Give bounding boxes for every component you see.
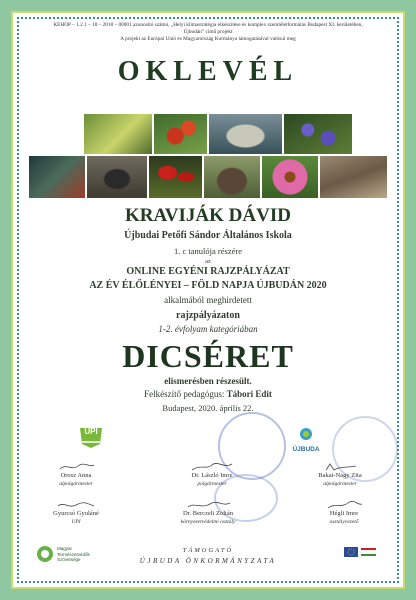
teacher-line (0, 389, 416, 399)
mtsz-logo-text: Magyar Természetvédők Szövetsége (57, 546, 90, 562)
photo-animal (203, 155, 261, 199)
signatory-title-2: polgármester (197, 481, 227, 487)
signatory-name-3: Bakai-Nagy Zita (318, 472, 362, 479)
signature-block-3 (298, 462, 382, 488)
ujbuda-logo-icon (297, 427, 315, 441)
school-name: Újbudai Petőfi Sándor Általános Iskola (124, 230, 292, 241)
supporter-label: TÁMOGATÓ (182, 547, 234, 554)
article-az: az (205, 258, 211, 265)
class-line: 1. c tanulója részére (174, 246, 242, 256)
signature-scribble-5 (156, 500, 260, 510)
ujbuda-logo (286, 427, 326, 455)
contest-type: rajzpályázaton (176, 310, 240, 321)
photo-mushrooms (148, 155, 203, 199)
signature-block-6 (302, 500, 386, 526)
signature-block-4 (30, 500, 122, 526)
photo-dragonfly (28, 155, 86, 199)
signature-block-5 (156, 500, 260, 526)
signatory-title-3: alpolgármester (323, 481, 357, 487)
photo-fish (208, 113, 283, 155)
photo-bird (86, 155, 148, 199)
project-header (30, 22, 386, 43)
ujbuda-logo-text: ÚJBUDA (292, 446, 320, 453)
recipient-name: KRAVIJÁK DÁVID (125, 205, 291, 226)
signatory-name-1: Orosz Anna (60, 472, 92, 479)
teacher-name: Tábori Edit (226, 389, 272, 399)
signature-scribble-4 (30, 500, 122, 510)
competition-line-1: ONLINE EGYÉNI RAJZPÁLYÁZAT (126, 266, 290, 277)
photo-blue-flowers (283, 113, 353, 155)
header-line-2: Újbudán” című projekt (183, 29, 233, 35)
photo-rosehip (153, 113, 208, 155)
header-line-1: KEHOP – 1.2.1 – 18 – 2018 – 00001 azonosító számú, „Helyi klímastratégia elkészítése és komplex szemléletformálás Budapest XI. kerületében, (53, 22, 363, 28)
award-title: DICSÉRET (122, 338, 294, 374)
signature-scribble-2 (170, 462, 254, 472)
competition-line-2: AZ ÉV ÉLŐLÉNYEI – FÖLD NAPJA ÚJBUDÁN 2020 (89, 280, 327, 291)
category-line: 1-2. évfolyam kategóriában (158, 324, 258, 334)
signatory-name-6: Hégli Imre (329, 510, 359, 517)
supporter-name: ÚJBUDA ÖNKORMÁNYZATA (139, 557, 277, 565)
signatory-name-2: Dr. László Imre (191, 472, 233, 479)
signatory-title-5: környezetvédelmi osztály (180, 519, 236, 525)
signature-scribble-3 (298, 462, 382, 472)
photo-coneflower (261, 155, 319, 199)
upi-logo (78, 424, 104, 450)
photo-leaves (83, 113, 153, 155)
recognition-line: elismerésben részesült. (164, 376, 252, 386)
header-line-3: A projekt az Európai Unió és Magyarország Kormánya támogatásával valósul meg (120, 36, 296, 42)
signature-block-2 (170, 462, 254, 488)
photo-snake (319, 155, 388, 199)
photo-collage (28, 113, 388, 199)
signatory-title-1: alpolgármester (59, 481, 93, 487)
occasion-line: alkalmából meghirdetett (164, 295, 252, 305)
signatory-name-5: Dr. Berczeli Zoltán (183, 510, 233, 517)
upi-logo-text: UPI (84, 427, 98, 436)
signature-block-1 (34, 462, 118, 488)
teacher-label: Felkészítő pedagógus: (144, 389, 225, 399)
signature-scribble-1 (34, 462, 118, 472)
signature-scribble-6 (302, 500, 386, 510)
signatory-title-6: osztályvezető (329, 519, 359, 525)
place-date: Budapest, 2020. április 22. (162, 403, 254, 413)
certificate-title: OKLEVÉL (117, 56, 299, 87)
signatory-title-4: UPI (71, 519, 81, 525)
signatory-name-4: Gyurcsó Gyuláné (53, 510, 99, 517)
